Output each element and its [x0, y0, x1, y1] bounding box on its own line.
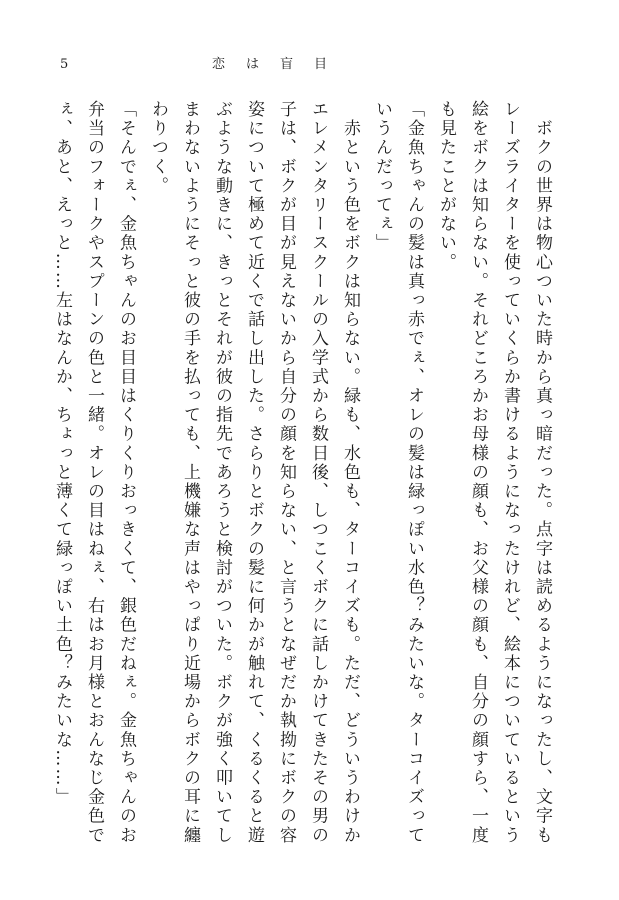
paragraph: ボクの世界は物心ついた時から真っ暗だった。点字は読めるようになったし、文字もレーズライターを使っていくらか書けるようになったけれど、絵本についているという絵をボクは知らない。それどころかお母様の顔も、お父様の顔も、自分の顔すら、一度も見たことがない。 [436, 100, 552, 845]
running-head: 恋は盲目 [212, 57, 349, 72]
paragraph: 赤という色をボクは知らない。緑も、水色も、ターコイズも。ただ、どういうわけかエレメンタリースクールの入学式から数日後、しつこくボクに話しかけてきたその男の子は、ボクが目が見えないから自分の顔を知らない、と言うとなぜだか執拗にボクの容姿について極めて近くで話し出した。さらりとボクの髪に何かが触れて、くるくると遊ぶような動きに、きっとそれが彼の指先であろうと検討がついた。ボクが強く叩いてしまわないようにそっと彼の手を払っても、上機嫌な声はやっぱり近場からボクの耳に纏わりつく。 [148, 100, 360, 845]
body-text [46, 100, 558, 850]
paragraph: 「金魚ちゃんの髪は真っ赤でぇ、オレの髪は緑っぽい水色？みたいな。ターコイズっていうんだってぇ」 [372, 100, 424, 845]
page-number: 5 [60, 57, 69, 72]
paragraph: 「そんでぇ、金魚ちゃんのお目目はくりくりおっきくて、銀色だねぇ。金魚ちゃんのお弁当のフォークやスプーンの色と一緒。オレの目はねぇ、右はお月様とおんなじ金色でぇ、あと、えっと……左はなんか、ちょっと薄くて緑っぽい土色？みたいな……」 [52, 100, 136, 845]
